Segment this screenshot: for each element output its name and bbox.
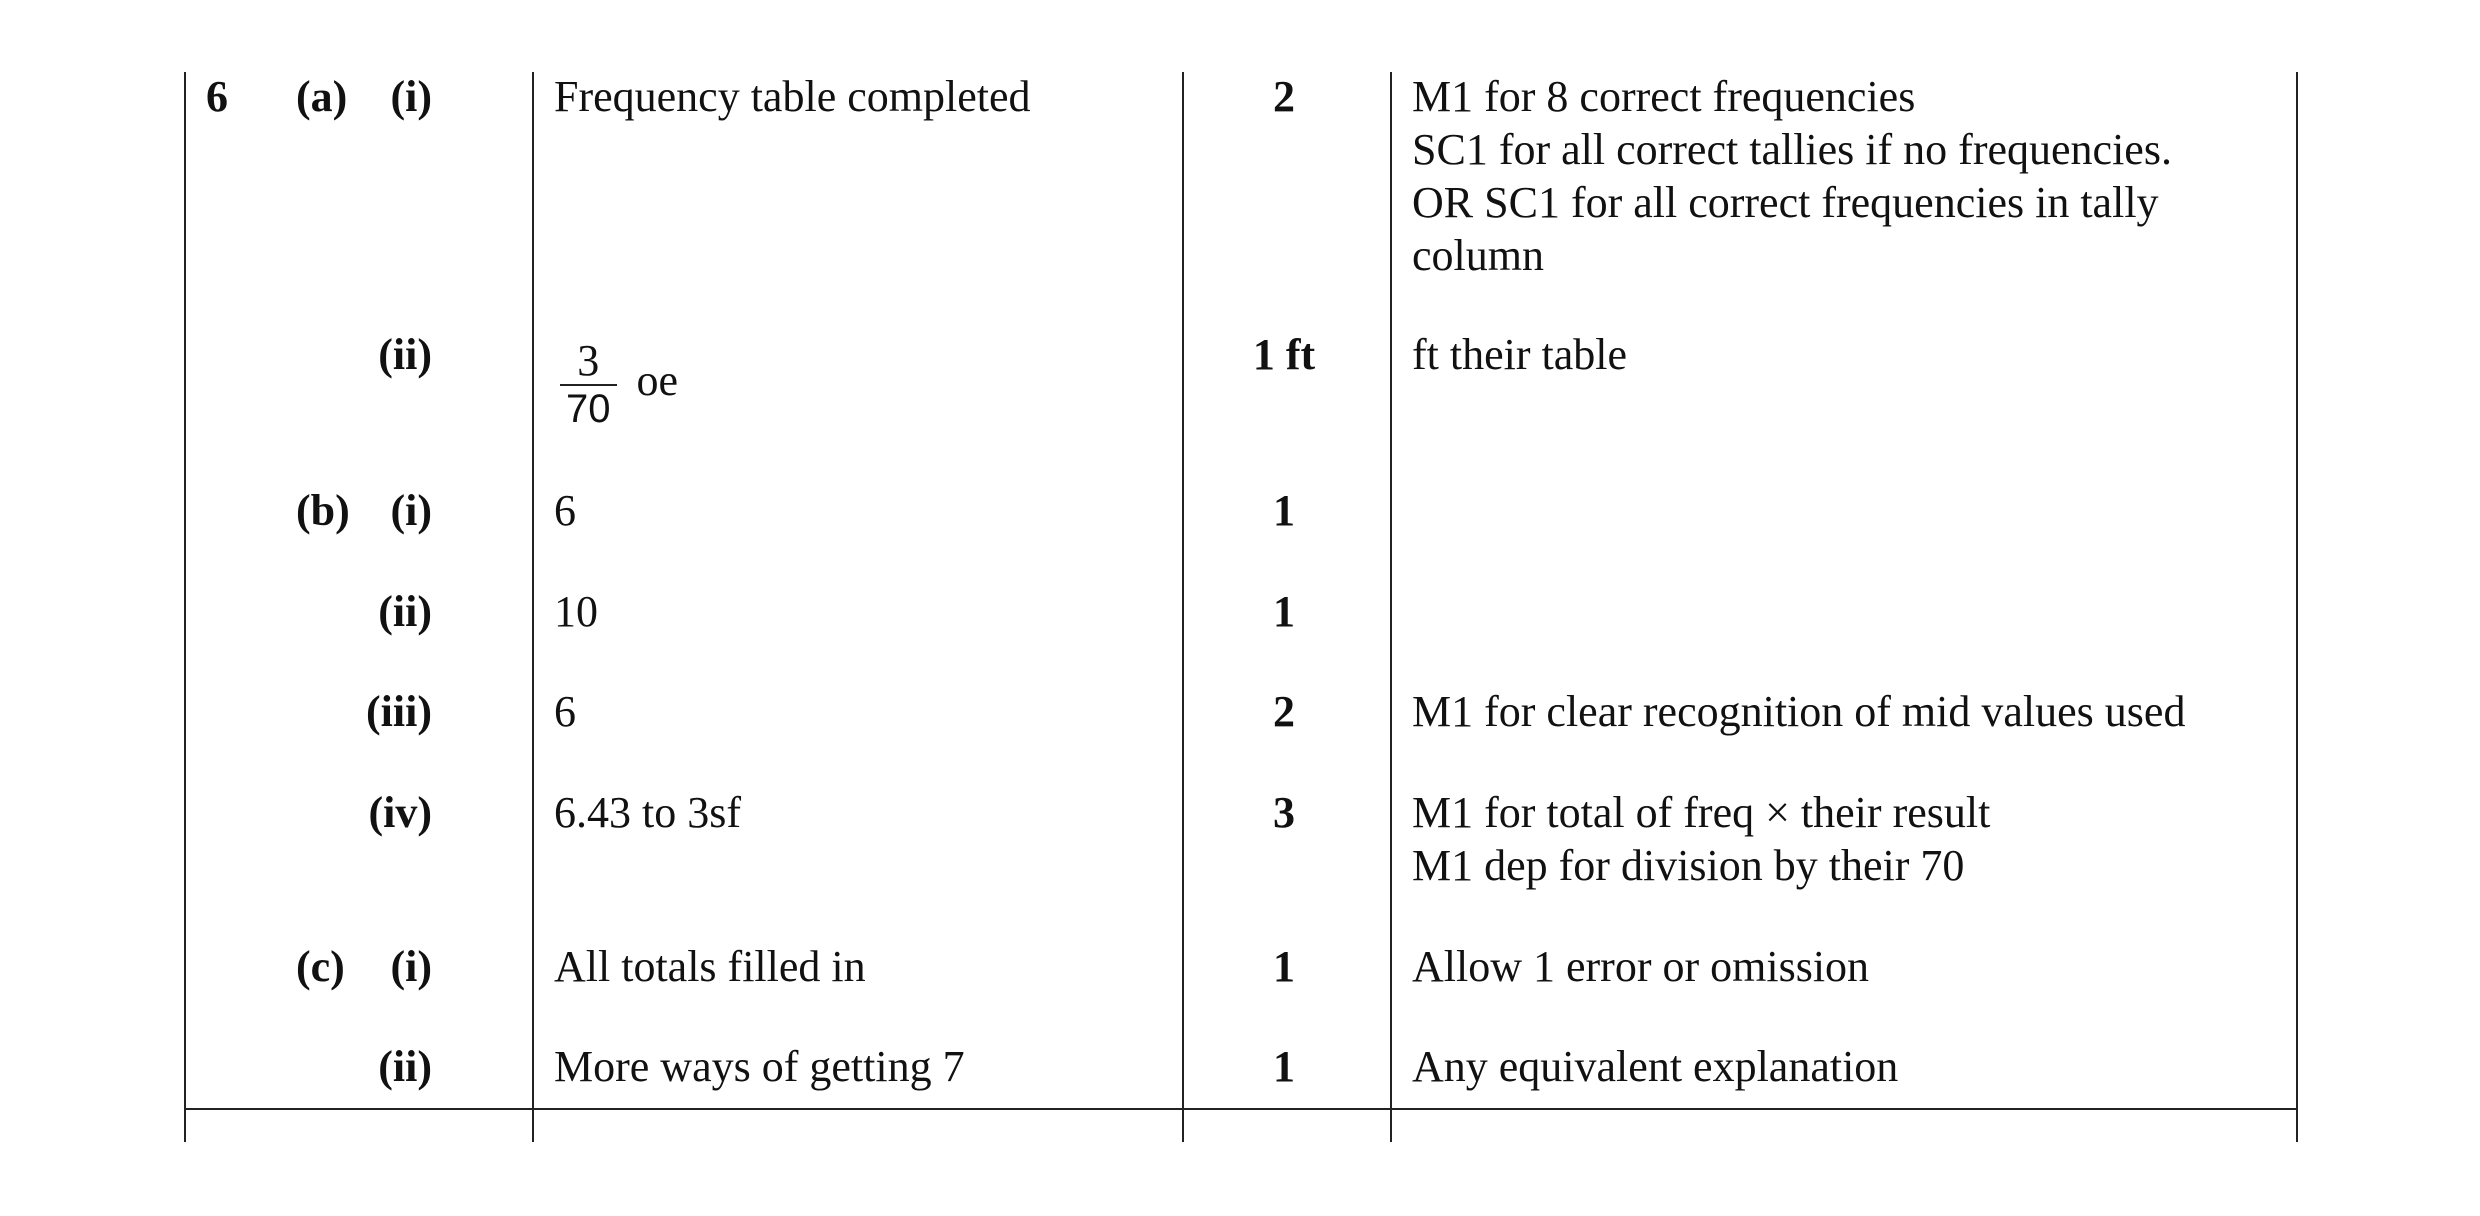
mark-value: 1	[1273, 587, 1295, 636]
guidance-notes	[1412, 1040, 2292, 1093]
question-subpart: (i)	[390, 942, 432, 991]
answer-text: More ways of getting 7	[554, 1042, 965, 1091]
guidance-line: M1 dep for division by their 70	[1412, 841, 1965, 890]
guidance-line: ft their table	[1412, 330, 1628, 379]
guidance-line: M1 for 8 correct frequencies	[1412, 72, 1916, 121]
guidance-line: M1 for total of freq × their result	[1412, 788, 1991, 837]
mark-value: 1	[1273, 486, 1295, 535]
guidance-line: OR SC1 for all correct frequencies in tally	[1412, 178, 2159, 227]
answer-text: 6	[554, 486, 576, 535]
column-divider-answer	[532, 72, 534, 1142]
mark-value: 1 ft	[1252, 330, 1316, 379]
fraction-suffix: oe	[636, 356, 679, 406]
mark-value: 2	[1273, 72, 1295, 121]
fraction-numerator: 3	[577, 336, 600, 385]
question-subpart: (i)	[390, 72, 432, 121]
question-subpart: (i)	[390, 486, 432, 535]
guidance-line: column	[1412, 231, 1544, 280]
answer-text: All totals filled in	[554, 942, 866, 991]
fraction	[560, 338, 617, 432]
question-number: 6	[206, 72, 228, 121]
mark-value: 1	[1273, 1042, 1295, 1091]
table-border-left	[184, 72, 186, 1142]
question-part: (c)	[296, 942, 345, 991]
answer-text: 10	[554, 587, 598, 636]
answer-fraction	[560, 338, 678, 432]
question-subpart: (iv)	[368, 788, 432, 837]
guidance-line: Allow 1 error or omission	[1412, 942, 1870, 991]
question-part: (b)	[296, 486, 350, 535]
guidance-line: Any equivalent explanation	[1412, 1042, 1899, 1091]
guidance-notes	[1412, 940, 2292, 993]
guidance-notes	[1412, 685, 2292, 738]
guidance-line: M1 for clear recognition of mid values used	[1412, 687, 2186, 736]
column-divider-guidance	[1390, 72, 1392, 1142]
question-subpart: (ii)	[378, 1042, 432, 1091]
guidance-notes	[1412, 70, 2292, 282]
table-border-right	[2296, 72, 2298, 1142]
mark-value: 2	[1273, 687, 1295, 736]
mark-value: 1	[1273, 942, 1295, 991]
table-bottom-rule	[184, 1108, 2296, 1110]
mark-value: 3	[1273, 788, 1295, 837]
answer-text: Frequency table completed	[554, 72, 1031, 121]
answer-text: 6	[554, 687, 576, 736]
question-subpart: (ii)	[378, 587, 432, 636]
answer-text: 6.43 to 3sf	[554, 788, 741, 837]
question-subpart: (ii)	[378, 330, 432, 379]
guidance-notes	[1412, 328, 2292, 381]
guidance-notes	[1412, 786, 2292, 892]
guidance-line: SC1 for all correct tallies if no frequencies.	[1412, 125, 2172, 174]
fraction-denominator: 70	[560, 384, 617, 432]
question-part: (a)	[296, 72, 348, 121]
question-subpart: (iii)	[366, 687, 432, 736]
